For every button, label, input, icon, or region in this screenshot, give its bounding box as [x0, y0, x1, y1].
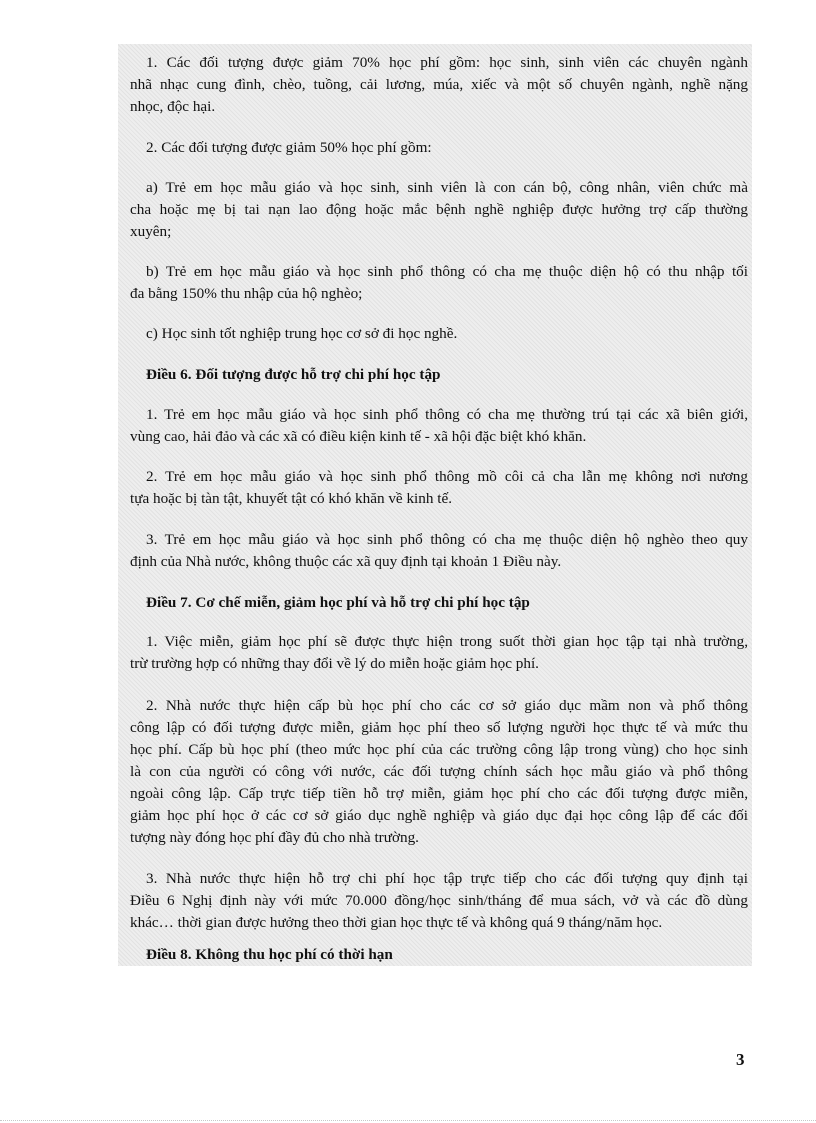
text-line: nhã nhạc cung đình, chèo, tuồng, cải lương, múa, xiếc và một số chuyên ngành, nghề nặng	[130, 76, 748, 93]
paragraph-2	[130, 137, 748, 159]
text-line: định của Nhà nước, không thuộc các xã quy định tại khoản 1 Điều này.	[130, 553, 562, 570]
text-line: ngoài công lập. Cấp trực tiếp tiền hỗ trợ miễn, giảm học phí cho các đối tượng được miễn,	[130, 785, 748, 802]
article-8-heading: Điều 8. Không thu học phí có thời hạn	[146, 946, 393, 963]
paragraph-1	[130, 52, 748, 118]
text-line: 1. Việc miễn, giảm học phí sẽ được thực hiện trong suốt thời gian học tập tại nhà trường,	[146, 633, 748, 650]
text-line: học phí. Cấp bù học phí (theo mức học phí của các trường công lập trong vùng) cho học sinh	[130, 741, 748, 758]
paragraph-6	[130, 404, 748, 448]
text-line: vùng cao, hải đảo và các xã có điều kiện kinh tế - xã hội đặc biệt khó khăn.	[130, 428, 587, 445]
paragraph-8	[130, 529, 748, 573]
page-number: 3	[736, 1050, 745, 1069]
article-7-heading: Điều 7. Cơ chế miễn, giảm học phí và hỗ trợ chi phí học tập	[146, 594, 530, 611]
text-line: trừ trường hợp có những thay đổi về lý do miễn hoặc giảm học phí.	[130, 655, 539, 672]
text-line: khác… thời gian được hưởng theo thời gian học thực tế và không quá 9 tháng/năm học.	[130, 914, 663, 931]
paragraph-4	[130, 261, 748, 305]
text-line: xuyên;	[130, 223, 172, 240]
text-line: Điều 6 Nghị định này với mức 70.000 đồng/học sinh/tháng để mua sách, vở và các đồ dùng	[130, 892, 748, 909]
text-line: nhọc, độc hại.	[130, 98, 216, 115]
text-line: tượng này đóng học phí đầy đủ cho nhà trường.	[130, 829, 419, 846]
paragraph-10	[130, 695, 748, 849]
text-line: tựa hoặc bị tàn tật, khuyết tật có khó khăn về kinh tế.	[130, 490, 453, 507]
text-line: công lập có đối tượng được miễn, giảm học phí theo số lượng người học thực tế và mức thu	[130, 719, 748, 736]
text-line: 3. Trẻ em học mẫu giáo và học sinh phổ thông có cha mẹ thuộc diện hộ nghèo theo quy	[146, 531, 748, 548]
text-line: giảm học phí học ở các cơ sở giáo dục nghề nghiệp và giáo dục đại học công lập để các đối	[130, 807, 748, 824]
text-line: c) Học sinh tốt nghiệp trung học cơ sở đi học nghề.	[146, 325, 458, 342]
text-line: 1. Trẻ em học mẫu giáo và học sinh phổ thông có cha mẹ thường trú tại các xã biên giới,	[146, 406, 748, 423]
text-line: a) Trẻ em học mẫu giáo và học sinh, sinh viên là con cán bộ, công nhân, viên chức mà	[146, 179, 748, 196]
text-line: đa bằng 150% thu nhập của hộ nghèo;	[130, 285, 363, 302]
document-body	[118, 44, 752, 966]
page-bottom-divider	[0, 1120, 816, 1121]
text-line: 1. Các đối tượng được giảm 70% học phí gồm: học sinh, sinh viên các chuyên ngành	[146, 54, 748, 71]
text-line: 2. Các đối tượng được giảm 50% học phí gồm:	[146, 139, 432, 156]
paragraph-7	[130, 466, 748, 510]
paragraph-5	[130, 323, 748, 345]
text-line: b) Trẻ em học mẫu giáo và học sinh phổ thông có cha mẹ thuộc diện hộ có thu nhập tối	[146, 263, 748, 280]
text-line: là con của người có công với nước, các đối tượng chính sách học mẫu giáo và phổ thông	[130, 763, 748, 780]
article-6-heading: Điều 6. Đối tượng được hỗ trợ chi phí học tập	[146, 366, 441, 383]
paragraph-11	[130, 868, 748, 934]
paragraph-9	[130, 631, 748, 675]
text-line: 2. Nhà nước thực hiện cấp bù học phí cho các cơ sở giáo dục mầm non và phổ thông	[146, 697, 748, 714]
text-line: 3. Nhà nước thực hiện hỗ trợ chi phí học tập trực tiếp cho các đối tượng quy định tại	[146, 870, 748, 887]
text-line: cha hoặc mẹ bị tai nạn lao động hoặc mắc bệnh nghề nghiệp được hưởng trợ cấp thường	[130, 201, 748, 218]
text-line: 2. Trẻ em học mẫu giáo và học sinh phổ thông mồ côi cả cha lẫn mẹ không nơi nương	[146, 468, 748, 485]
paragraph-3	[130, 177, 748, 243]
